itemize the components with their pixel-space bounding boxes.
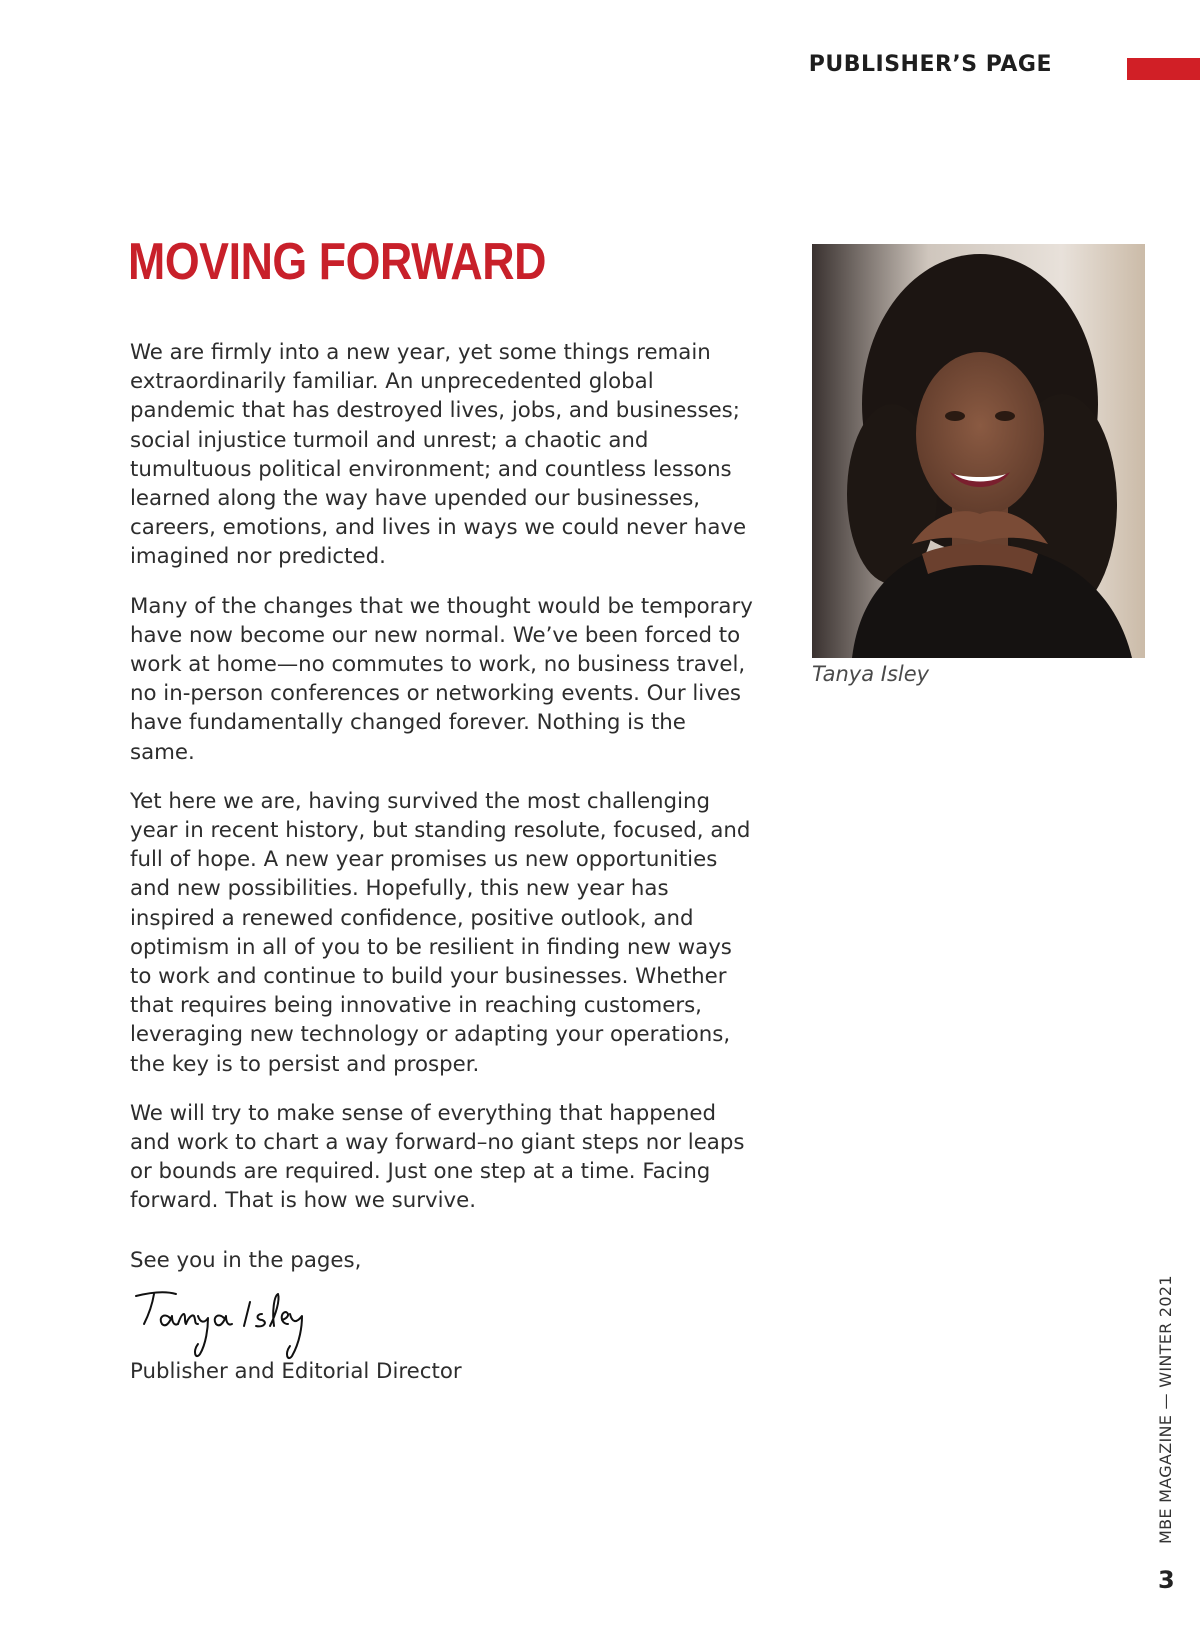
paragraph-3: Yet here we are, having survived the most challenging year in recent history, but standing resolute, focused, and full of hope. A new year promises us new opportunities and new possibilities. Hopefully, this new year has inspired a renewed confidence, positive outlook, and optimism in all of you to be resilient in finding new ways to work and continue to build your businesses. Whether that requires being innovative in reaching customers, leveraging new technology or adapting your operations, the key is to persist and prosper. <box>130 788 751 1077</box>
publication-footer: MBE MAGAZINE — WINTER 2021 <box>1156 1275 1175 1544</box>
page-number: 3 <box>1158 1566 1175 1594</box>
photo-caption: Tanya Isley <box>812 662 930 686</box>
closing-line: See you in the pages, <box>130 1248 362 1273</box>
article-body <box>130 338 755 1236</box>
author-role: Publisher and Editorial Director <box>130 1359 462 1384</box>
section-accent-bar <box>1127 58 1200 80</box>
paragraph-1: We are firmly into a new year, yet some things remain extraordinarily familiar. An unprecedented global pandemic that has destroyed lives, jobs, and businesses; social injustice turmoil and unrest; a chaotic and tumultuous political environment; and countless lessons learned along the way have upended our businesses, careers, emotions, and lives in ways we could never have imagined nor predicted. <box>130 340 747 570</box>
paragraph-4: We will try to make sense of everything that happened and work to chart a way forward–no giant steps nor leaps or bounds are required. Just one step at a time. Facing forward. That is how we survive. <box>130 1100 745 1214</box>
author-portrait <box>812 244 1145 658</box>
article-title: MOVING FORWARD <box>128 233 547 291</box>
paragraph-2: Many of the changes that we thought would be temporary have now become our new normal. We’ve been forced to work at home—no commutes to work, no business travel, no in-person conferences or networking events. Our lives have fundamentally changed forever. Nothing is the same. <box>130 593 753 765</box>
section-label: PUBLISHER’S PAGE <box>808 52 1052 77</box>
